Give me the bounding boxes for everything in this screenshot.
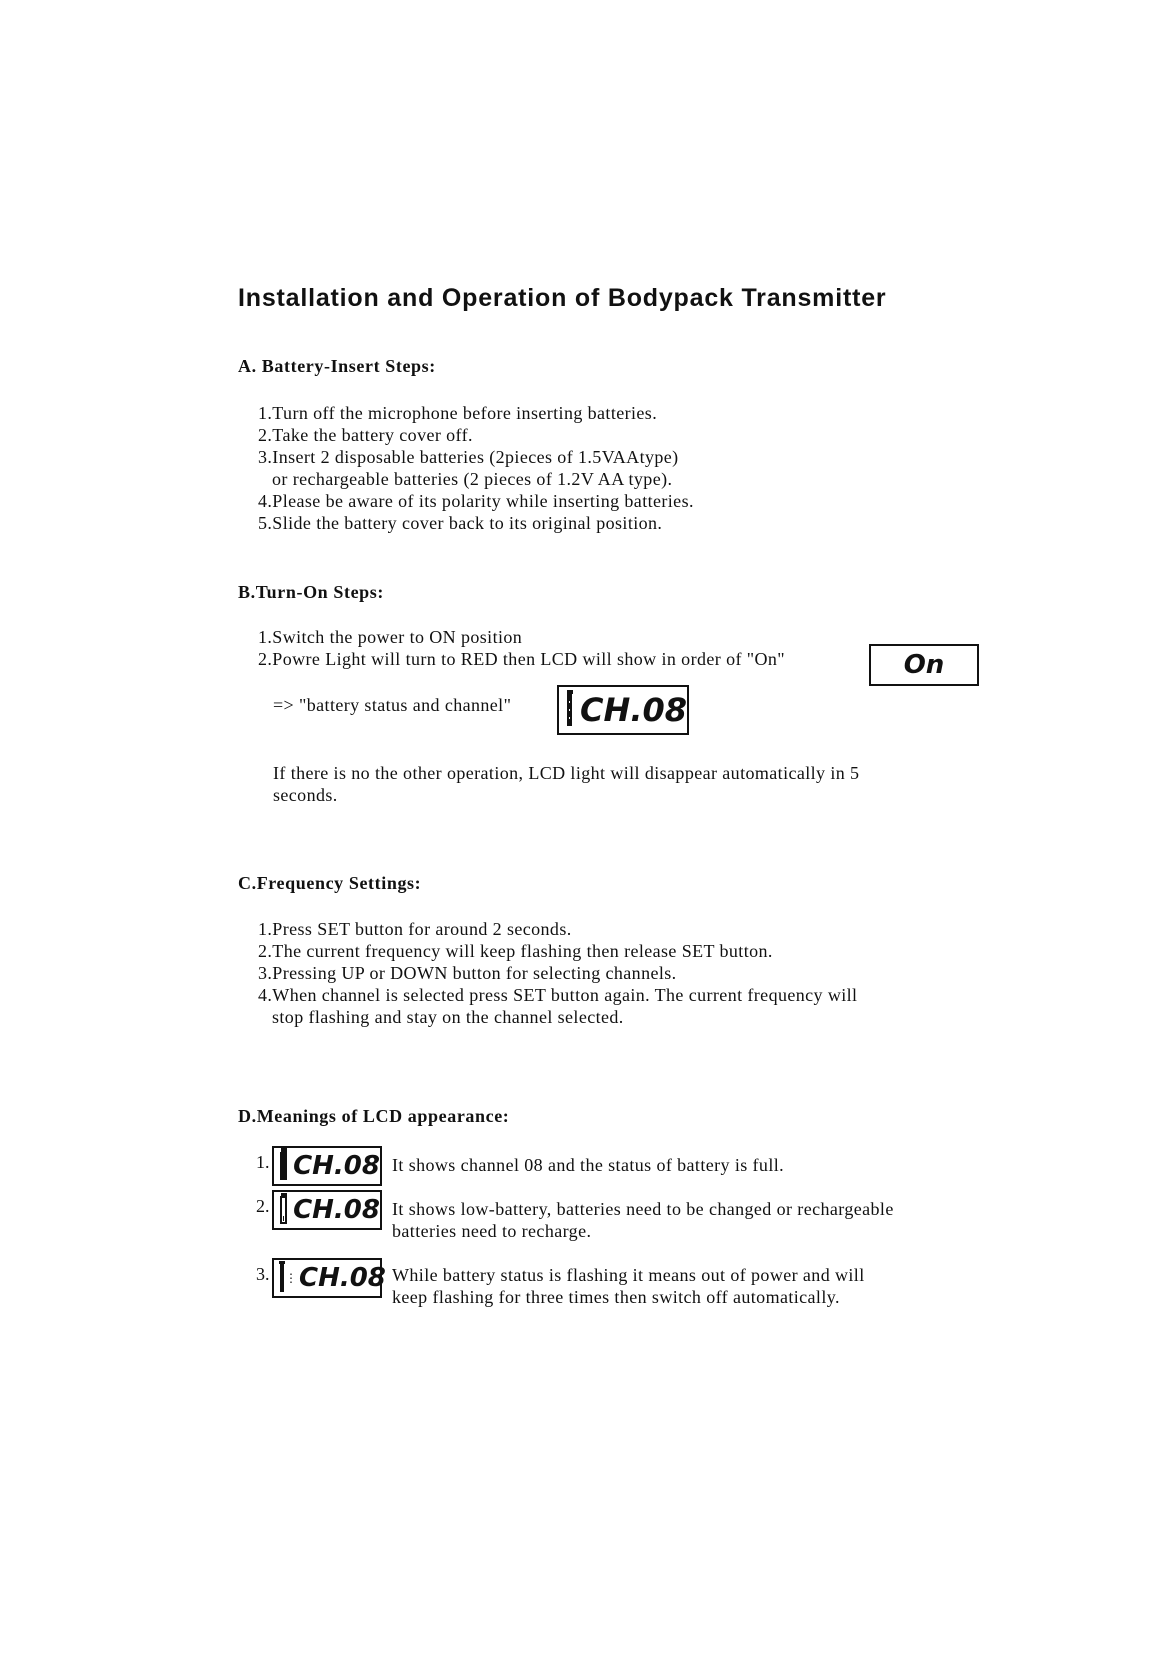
frequency-steps [258, 918, 857, 1028]
note-line: If there is no the other operation, LCD light will disappear automatically in 5 [273, 763, 860, 783]
lcd-full-battery-display [272, 1146, 382, 1186]
section-c-heading: C.Frequency Settings: [238, 873, 422, 893]
list-item: or rechargeable batteries (2 pieces of 1.2V AA type). [272, 469, 673, 489]
arrow-line: => "battery status and channel" [273, 695, 512, 715]
note-line: seconds. [273, 785, 338, 805]
item-number: 3. [256, 1264, 270, 1284]
list-item: 3.Insert 2 disposable batteries (2pieces of 1.5VAAtype) [258, 447, 679, 467]
lcd-channel-text: CH.08 [299, 1263, 386, 1293]
flashing-indicator-icon: ⋮ [285, 1271, 297, 1285]
list-item: stop flashing and stay on the channel selected. [272, 1007, 624, 1027]
list-item: 5.Slide the battery cover back to its original position. [258, 513, 663, 533]
lcd-channel-display [557, 685, 689, 735]
description-line: It shows channel 08 and the status of battery is full. [392, 1155, 785, 1175]
section-a-heading: A. Battery-Insert Steps: [238, 356, 436, 376]
lcd-channel-text: CH.08 [580, 691, 687, 729]
lcd-on-text: On [903, 650, 945, 680]
auto-off-note [273, 762, 973, 806]
list-item: 2.Powre Light will turn to RED then LCD will show in order of "On" [258, 649, 786, 669]
description-line: It shows low-battery, batteries need to be changed or rechargeable [392, 1199, 894, 1219]
list-item: 1.Turn off the microphone before inserting batteries. [258, 403, 658, 423]
item-description [392, 1198, 982, 1242]
list-item: 4.When channel is selected press SET button again. The current frequency will [258, 985, 858, 1005]
description-line: While battery status is flashing it means out of power and will [392, 1265, 865, 1285]
lcd-channel-text: CH.08 [293, 1151, 380, 1181]
battery-empty-icon [280, 1264, 284, 1292]
battery-insert-steps [258, 402, 694, 534]
list-item: 3.Pressing UP or DOWN button for selecting channels. [258, 963, 677, 983]
lcd-flashing-battery-display [272, 1258, 386, 1298]
description-line: keep flashing for three times then switch off automatically. [392, 1287, 840, 1307]
list-item: 2.The current frequency will keep flashing then release SET button. [258, 941, 773, 961]
item-number: 2. [256, 1196, 270, 1216]
lcd-channel-text: CH.08 [293, 1195, 380, 1225]
list-item: 4.Please be aware of its polarity while inserting batteries. [258, 491, 694, 511]
section-b-heading: B.Turn-On Steps: [238, 582, 384, 602]
list-item: 1.Switch the power to ON position [258, 627, 523, 647]
turn-on-steps [258, 626, 785, 670]
section-d-heading: D.Meanings of LCD appearance: [238, 1106, 510, 1126]
battery-full-icon [567, 694, 572, 726]
page-title: Installation and Operation of Bodypack Transmitter [238, 284, 887, 312]
item-description [392, 1154, 982, 1176]
item-number: 1. [256, 1152, 270, 1172]
lcd-on-display [869, 644, 979, 686]
list-item: 2.Take the battery cover off. [258, 425, 473, 445]
lcd-low-battery-display [272, 1190, 382, 1230]
list-item: 1.Press SET button for around 2 seconds. [258, 919, 572, 939]
battery-low-icon [280, 1196, 287, 1224]
description-line: batteries need to recharge. [392, 1221, 592, 1241]
item-description [392, 1264, 982, 1308]
battery-full-icon [280, 1152, 287, 1180]
